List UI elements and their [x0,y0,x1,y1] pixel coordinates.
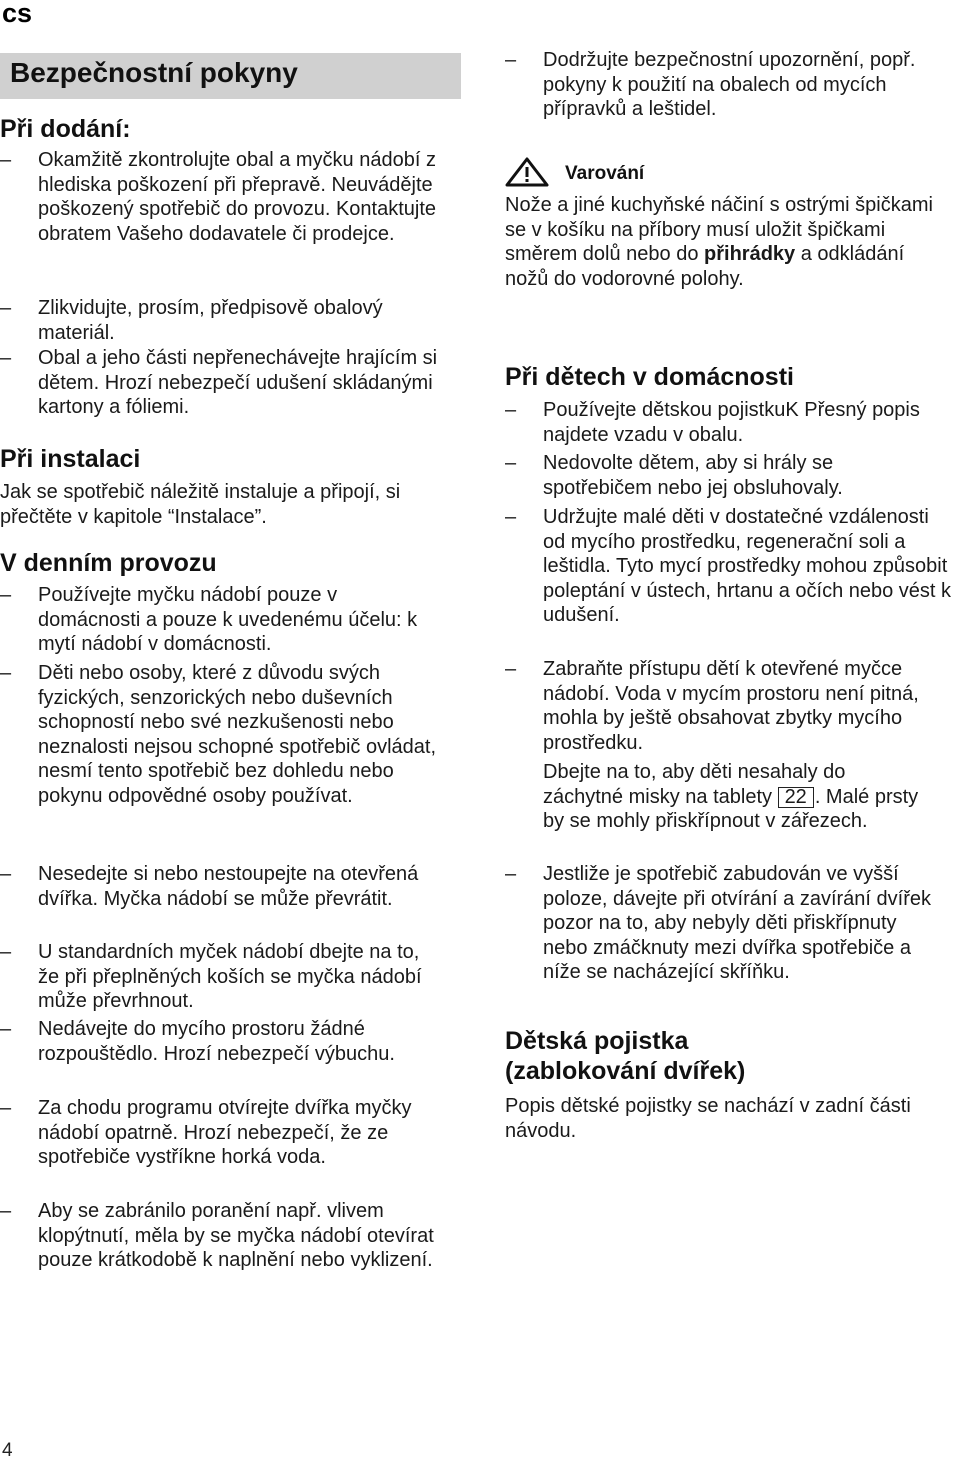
dash-bullet: – [0,1097,12,1119]
dash-bullet: – [505,452,517,474]
list-item-text: Používejte dětskou pojistkuK Přesný popis najdete vzadu v obalu. [543,399,920,446]
list-item-text: U standardních myček nádobí dbejte na to, že při přeplněných koších se myčka nádobí může převrhnout. [38,941,422,1013]
dash-bullet: – [505,399,517,421]
figure-reference-box: 22 [778,787,814,808]
language-code: cs [2,0,33,28]
list-item-text: Zabraňte přístupu dětí k otevřené myčce nádobí. Voda v mycím prostoru není pitná, mohla by ještě obsahovat zbytky mycího prostředku. [543,658,919,754]
install-title: Při instalaci [0,445,141,473]
child-lock-title-line: (zablokování dvířek) [505,1057,746,1085]
list-item-text: Aby se zabránilo poranění např. vlivem klopýtnutí, měla by se myčka nádobí otevírat pouze krátkodobě k naplnění nebo vyklizení. [38,1200,434,1272]
list-item [0,1096,470,1170]
warning-text-part: a odkládání nožů do vodorovné polohy. [505,243,905,290]
list-item-text: Dodržujte bezpečnostní upozornění, popř. pokyny k použití na obalech od mycích přípravků a leštidel. [543,49,916,121]
child-lock-title [505,1026,745,1086]
dash-bullet: – [505,863,517,885]
list-item-text: Udržujte malé děti v dostatečné vzdálenosti od mycího prostředku, regenerační soli a leštidla. Tyto mycí prostředky mohou způsobit poleptání v ústech, hrtanu a očích nebo vést k udušení. [543,506,952,627]
list-item [505,862,960,985]
dash-bullet: – [0,941,12,963]
dash-bullet: – [0,1200,12,1222]
warning-text-bold: přihrádky [704,243,796,266]
delivery-title: Při dodání: [0,115,131,143]
list-item [505,48,960,122]
banner-title: Bezpečnostní pokyny [10,57,298,88]
list-item-text: Používejte myčku nádobí pouze v domácnosti a pouze k uvedenému účelu: k mytí nádobí v domácnosti. [38,584,418,656]
list-item [0,1017,470,1066]
list-item [0,583,470,657]
dash-bullet: – [0,1018,12,1040]
dash-bullet: – [505,506,517,528]
children-title: Při dětech v domácnosti [505,363,794,391]
list-item [505,657,960,755]
list-item [505,398,960,447]
daily-title: V denním provozu [0,549,217,577]
list-item-text: Za chodu programu otvírejte dvířka myčky nádobí opatrně. Hrozí nebezpečí, že ze spotřebiče vystříkne horká voda. [38,1097,412,1169]
list-item [0,661,470,809]
note-text-part: . Malé prsty by se mohly přiskřípnout v zářezech. [543,785,919,833]
dash-bullet: – [505,49,517,71]
list-item [0,296,470,345]
dash-bullet: – [0,662,12,684]
list-item [0,346,470,420]
note-text-part: Dbejte na to, aby děti nesahaly do záchytné misky na tablety [543,761,846,808]
list-item [505,505,960,628]
dash-bullet: – [0,584,12,606]
child-lock-title-line: Dětská pojistka [505,1027,689,1055]
warning-triangle-icon [505,157,549,187]
dash-bullet: – [0,149,12,171]
list-item [0,862,470,911]
warning-title: Varování [565,163,645,184]
dash-bullet: – [0,347,12,369]
list-item-text: Okamžitě zkontrolujte obal a myčku nádobí z hlediska poškození při přepravě. Neuvádějte poškozený spotřebič do provozu. Kontaktujte obratem Vašeho dodavatele či prodejce. [38,149,437,245]
section-banner [0,53,461,99]
dash-bullet: – [0,863,12,885]
list-item-text: Zlikvidujte, prosím, předpisově obalový materiál. [38,297,383,344]
list-item-text: Nedávejte do mycího prostoru žádné rozpouštědlo. Hrozí nebezpečí výbuchu. [38,1018,395,1065]
list-item [0,940,470,1014]
list-item-text: Nedovolte dětem, aby si hrály se spotřebičem nebo jej obsluhovaly. [543,452,843,499]
list-item-text: Obal a jeho části nepřenechávejte hrajícím si dětem. Hrozí nebezpečí udušení skládanými kartony a fóliemi. [38,347,438,419]
list-item-text: Nesedejte si nebo nestoupejte na otevřená dvířka. Myčka nádobí se může převrátit. [38,863,419,910]
install-text: Jak se spotřebič náležitě instaluje a připojí, si přečtěte v kapitole “Instalace”. [0,481,401,528]
warning-header [505,157,960,187]
child-lock-text: Popis dětské pojistky se nachází v zadní části návodu. [505,1095,911,1142]
list-item-text: Jestliže je spotřebič zabudován ve vyšší poloze, dávejte při otvírání a zavírání dvířek pozor na to, aby nebyly děti přiskřípnuty nebo zmáčknuty mezi dvířka spotřebiče a níže se nacházející skříňku. [543,863,931,984]
dash-bullet: – [505,658,517,680]
list-item [0,1199,470,1273]
list-item [505,451,960,500]
list-item [0,148,470,246]
warning-text-part: Nože a jiné kuchyňské náčiní s ostrými špičkami se v košíku na příbory musí uložit špičkami směrem dolů nebo do [505,194,933,266]
warning-text [505,193,945,291]
page-number: 4 [2,1440,13,1461]
tablet-tray-note [543,760,923,834]
list-item-text: Děti nebo osoby, které z důvodu svých fyzických, senzorických nebo duševních schopností nebo své nezkušenosti nebo neznalosti nejsou schopné spotřebič ovládat, nesmí tento spotřebič bez dohledu nebo pokynu odpovědné osoby používat. [38,662,437,807]
dash-bullet: – [0,297,12,319]
